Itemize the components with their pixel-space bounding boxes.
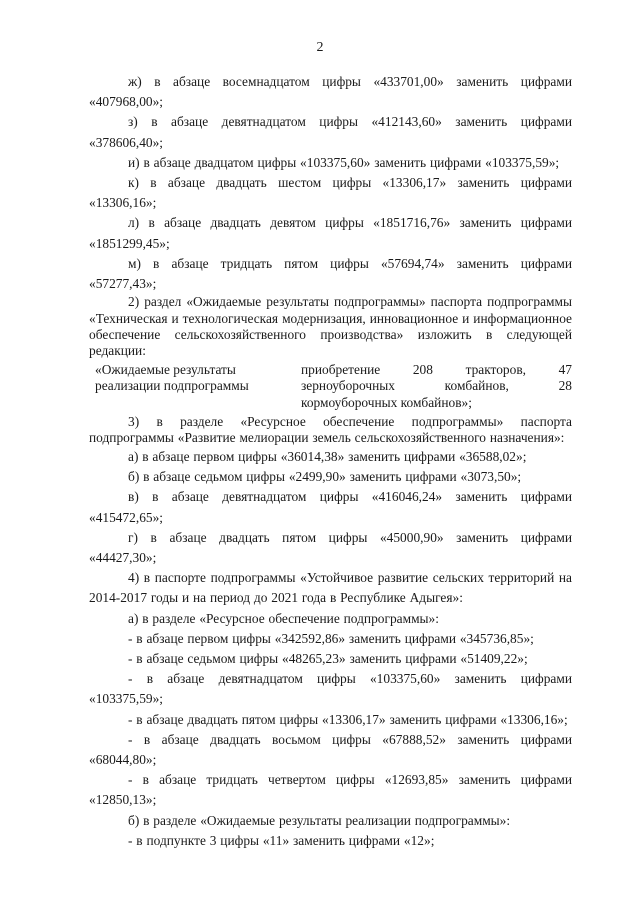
paragraph-4a: а) в разделе «Ресурсное обеспечение подпрограммы»: (128, 610, 439, 626)
list-item-2: - в абзаце седьмом цифры «48265,23» заменить цифрами «51409,22»; (128, 650, 528, 666)
paragraph-4b: б) в разделе «Ожидаемые результаты реализации подпрограммы»: (128, 812, 511, 828)
passport-row-value: приобретение 208 тракторов, 47 зерноуборочных комбайнов, 28 кормоуборочных комбайнов»; (301, 361, 572, 410)
paragraph-z: з) в абзаце девятнадцатом цифры «412143,60» заменить цифрами «378606,40»; (89, 114, 572, 150)
list-item-7: - в подпункте 3 цифры «11» заменить цифрами «12»; (128, 832, 435, 848)
paragraph-3a: а) в абзаце первом цифры «36014,38» заменить цифрами «36588,02»; (128, 448, 527, 464)
paragraph-3b: б) в абзаце седьмом цифры «2499,90» заменить цифрами «3073,50»; (128, 469, 522, 485)
paragraph-zh: ж) в абзаце восемнадцатом цифры «433701,00» заменить цифрами «407968,00»; (89, 74, 572, 110)
passport-row-label: «Ожидаемые результаты реализации подпрограммы (95, 361, 249, 394)
list-item-3: - в абзаце девятнадцатом цифры «103375,60» заменить цифрами «103375,59»; (89, 671, 572, 707)
paragraph-3g: г) в абзаце двадцать пятом цифры «45000,90» заменить цифрами «44427,30»; (89, 529, 572, 565)
paragraph-section-3: 3) в разделе «Ресурсное обеспечение подпрограммы» паспорта подпрограммы «Развитие мелиорации земель сельскохозяйственного назначения»: (89, 414, 572, 446)
list-item-1: - в абзаце первом цифры «342592,86» заменить цифрами «345736,85»; (128, 630, 534, 646)
paragraph-k: к) в абзаце двадцать шестом цифры «13306,17» заменить цифрами «13306,16»; (89, 175, 572, 211)
list-item-5: - в абзаце двадцать восьмом цифры «67888,52» заменить цифрами «68044,80»; (89, 731, 572, 767)
paragraph-i: и) в абзаце двадцатом цифры «103375,60» заменить цифрами «103375,59»; (128, 154, 560, 170)
passport-table-row (89, 362, 572, 411)
list-item-6: - в абзаце тридцать четвертом цифры «12693,85» заменить цифрами «12850,13»; (89, 772, 572, 808)
document-body (89, 72, 572, 851)
paragraph-section-4: 4) в паспорте подпрограммы «Устойчивое развитие сельских территорий на 2014-2017 годы и на период до 2021 года в Республике Адыгея»: (89, 570, 572, 606)
paragraph-section-2: 2) раздел «Ожидаемые результаты подпрограммы» паспорта подпрограммы «Техническая и технологическая модернизация, инновационное и информационное обеспечение сельскохозяйственного производства» изложить в следующей редакции: (89, 294, 572, 359)
paragraph-m: м) в абзаце тридцать пятом цифры «57694,74» заменить цифрами «57277,43»; (89, 255, 572, 292)
paragraph-l: л) в абзаце двадцать девятом цифры «1851716,76» заменить цифрами «1851299,45»; (89, 215, 572, 251)
paragraph-3v: в) в абзаце девятнадцатом цифры «416046,24» заменить цифрами «415472,65»; (89, 489, 572, 525)
list-item-4: - в абзаце двадцать пятом цифры «13306,17» заменить цифрами «13306,16»; (128, 711, 568, 727)
page-number: 2 (316, 40, 324, 55)
